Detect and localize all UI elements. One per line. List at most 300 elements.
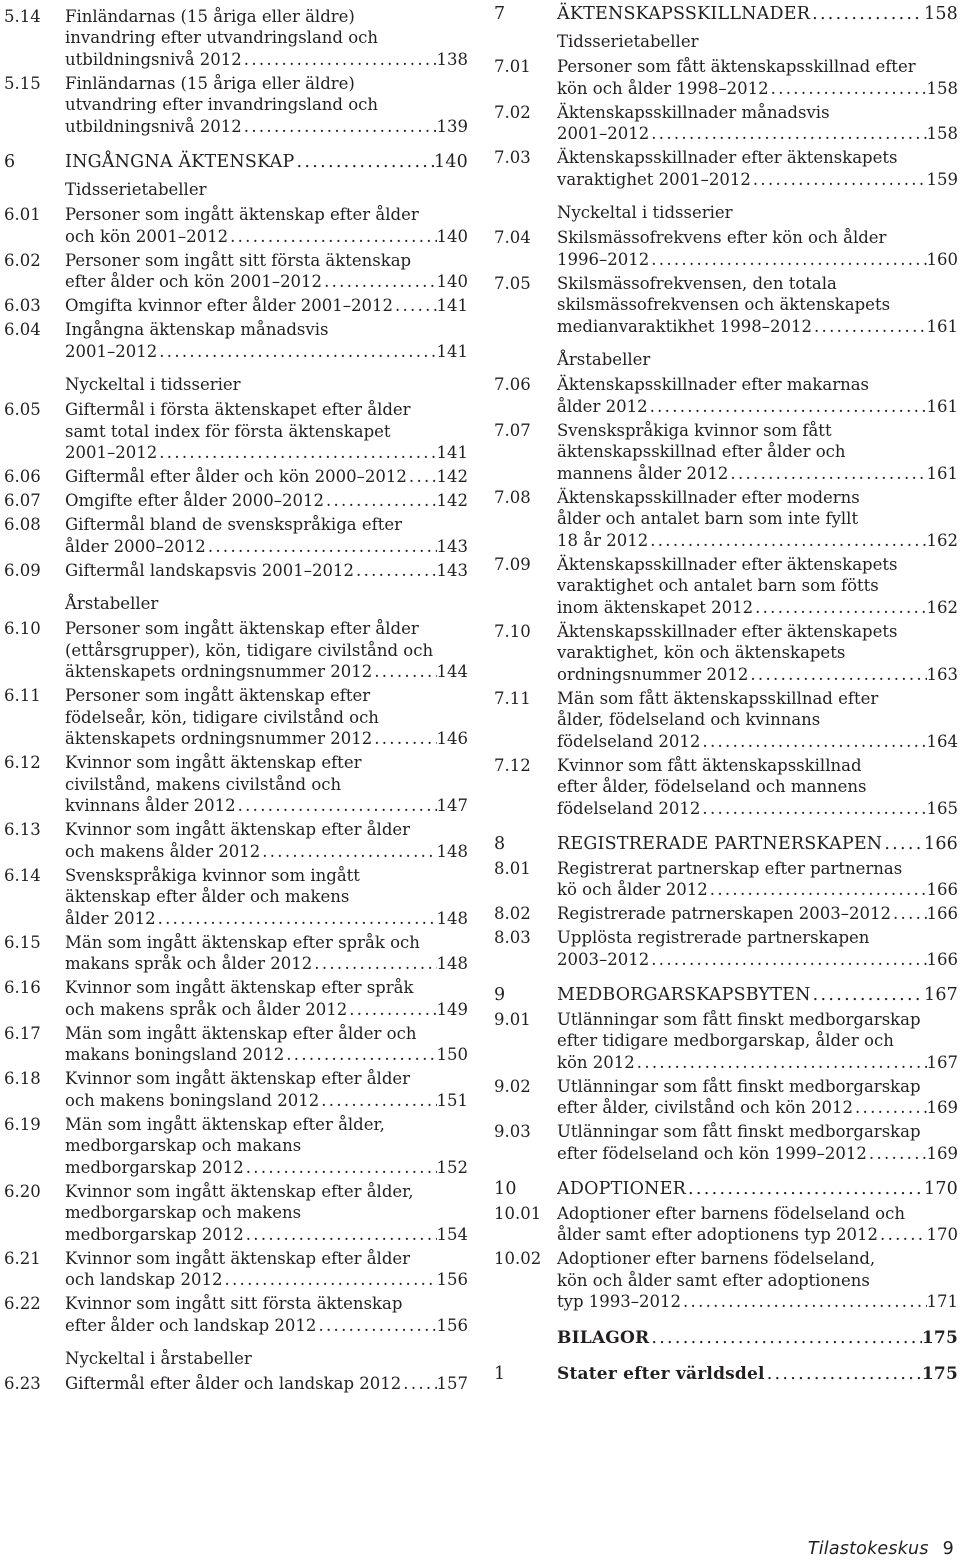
page-number: 166 (926, 949, 958, 969)
page-number: 166 (926, 904, 958, 923)
entry-title-line: kön 2012 (557, 1052, 635, 1072)
entry-title-line: Äktenskapsskillnader efter äktenskapets (557, 621, 898, 641)
entry-title-line: medborgarskap och makans (65, 1136, 302, 1155)
page-number: 146 (436, 729, 468, 748)
toc-entry[interactable] (494, 1009, 958, 1074)
entry-body (557, 56, 958, 99)
entry-title-line: REGISTRERADE PARTNERSKAPEN (557, 834, 883, 854)
entry-title-last-line (557, 798, 958, 820)
entry-title-line: Äktenskapsskillnader efter äktenskapets (557, 554, 898, 574)
page-number: 164 (926, 731, 958, 751)
entry-number: 10.01 (494, 1203, 542, 1223)
entry-title-last-line (557, 316, 958, 338)
entry-body (65, 151, 468, 173)
entry-title-line: Personer som ingått äktenskap efter ålder (65, 205, 419, 224)
page-number: 148 (436, 908, 468, 928)
toc-entry[interactable] (4, 865, 468, 930)
section-subheading: Nyckeltal i tidsserier (65, 375, 241, 394)
entry-title-line: ordningsnummer 2012 (557, 664, 749, 684)
page-number: 166 (926, 880, 958, 899)
entry-number: 9.01 (494, 1009, 531, 1029)
entry-title-line: ålder 2012 (65, 908, 156, 928)
entry-body (557, 1203, 958, 1246)
entry-title-last-line (65, 490, 468, 512)
entry-body (65, 73, 468, 138)
toc-entry[interactable] (494, 621, 958, 686)
entry-title-last-line (557, 1291, 958, 1313)
page-number: 151 (436, 1090, 468, 1110)
entry-title-line: efter födelseland och kön 1999–2012 (557, 1143, 867, 1163)
entry-body (557, 1076, 958, 1119)
page-number: 154 (436, 1224, 468, 1244)
entry-title-line: kvinnans ålder 2012 (65, 796, 236, 815)
dot-leader (811, 984, 924, 1006)
page-number: 139 (436, 116, 468, 136)
dot-leader (649, 949, 926, 971)
entry-title-line: och makens språk och ålder 2012 (65, 999, 348, 1019)
toc-entry[interactable] (4, 618, 468, 683)
entry-title-line: Finländarnas (15 åriga eller äldre) (65, 6, 355, 26)
entry-title-line: ADOPTIONER (557, 1179, 686, 1199)
toc-entry[interactable] (4, 932, 468, 975)
dot-leader (322, 271, 436, 293)
entry-number: 7.01 (494, 57, 531, 76)
entry-title-line: ålder och antalet barn som inte fyllt (557, 509, 859, 528)
entry-title-last-line (557, 123, 958, 145)
entry-title-line: invandring efter utvandringsland och (65, 28, 379, 47)
page-number: 141 (436, 341, 468, 361)
toc-entry[interactable] (4, 250, 468, 293)
toc-chapter[interactable] (494, 833, 958, 855)
dot-leader (319, 1090, 436, 1112)
entry-number: 6.23 (4, 1374, 41, 1393)
entry-number: 6.05 (4, 400, 41, 419)
entry-number: 8.01 (494, 858, 531, 878)
toc-entry[interactable] (494, 56, 958, 99)
dot-leader (312, 953, 436, 975)
page-number: 142 (436, 467, 468, 486)
dot-leader (354, 560, 436, 582)
entry-title-line: Utlänningar som fått finskt medborgarskap (557, 1076, 921, 1096)
entry-title-last-line (557, 984, 958, 1006)
chapter-number: 7 (494, 4, 506, 24)
chapter-number: 8 (494, 834, 506, 854)
dot-leader (649, 123, 926, 145)
toc-entry[interactable] (4, 399, 468, 464)
entry-number: 9.02 (494, 1076, 531, 1096)
entry-title-line: Skilsmässofrekvensen, den totala (557, 273, 837, 293)
entry-body (65, 514, 468, 557)
entry-title-last-line (65, 271, 468, 293)
entry-title-line: makans boningsland 2012 (65, 1045, 285, 1064)
entry-number: 5.15 (4, 73, 41, 93)
entry-number: 7.02 (494, 102, 531, 122)
entry-title-last-line (65, 1044, 468, 1066)
section-subheading: Årstabeller (557, 350, 651, 369)
entry-title-last-line (65, 226, 468, 248)
toc-entry[interactable] (494, 147, 958, 190)
dot-leader (244, 1224, 437, 1246)
toc-entry[interactable] (4, 73, 468, 138)
dot-leader (635, 1052, 927, 1074)
entry-body (65, 6, 468, 71)
toc-entry[interactable] (4, 1181, 468, 1246)
toc-entry[interactable] (494, 374, 958, 417)
entry-body (65, 752, 468, 817)
toc-entry[interactable] (494, 487, 958, 552)
toc-entry[interactable] (4, 819, 468, 862)
entry-title-line: Stater efter världsdel (557, 1363, 765, 1384)
page-number: 175 (921, 1327, 958, 1348)
page-number: 158 (923, 4, 958, 24)
entry-title-last-line (557, 530, 958, 552)
toc-entry[interactable] (494, 102, 958, 145)
toc-entry[interactable] (4, 514, 468, 557)
entry-title-last-line (65, 1090, 468, 1112)
entry-body (557, 420, 958, 485)
dot-leader (316, 1315, 436, 1337)
entry-title-last-line (65, 728, 468, 750)
entry-title-line: varaktighet och antalet barn som fötts (557, 576, 879, 595)
entry-number: 6.18 (4, 1069, 41, 1088)
entry-title-last-line (65, 1269, 468, 1291)
toc-entry[interactable] (4, 1023, 468, 1066)
entry-number: 6.12 (4, 753, 41, 772)
entry-number: 6.22 (4, 1294, 41, 1313)
page-number: 140 (433, 152, 468, 172)
dot-leader (401, 1373, 436, 1395)
dot-leader (700, 798, 926, 820)
page-number: 166 (923, 834, 958, 854)
entry-body (65, 1068, 468, 1111)
dot-leader (222, 1269, 436, 1291)
page-number: 156 (436, 1315, 468, 1335)
toc-entry[interactable] (4, 1114, 468, 1179)
page-number: 152 (436, 1157, 468, 1177)
entry-title-line: efter tidigare medborgarskap, ålder och (557, 1031, 894, 1050)
dot-leader (649, 249, 926, 271)
entry-title-line: Svenskspråkiga kvinnor som fått (557, 420, 832, 440)
entry-title-last-line (65, 116, 468, 138)
page-number: 147 (436, 796, 468, 815)
entry-body (557, 1009, 958, 1074)
toc-entry[interactable] (4, 752, 468, 817)
chapter-number: 6 (4, 152, 16, 172)
entry-number: 7.11 (494, 688, 531, 708)
entry-title-last-line (557, 731, 958, 753)
entry-title-line: Personer som fått äktenskapsskillnad efter (557, 57, 916, 76)
entry-title-last-line (65, 1224, 468, 1246)
toc-entry[interactable] (4, 1068, 468, 1111)
dot-leader (769, 78, 927, 100)
dot-leader (157, 341, 436, 363)
entry-title-line: Registrerat partnerskap efter partnernas (557, 858, 903, 878)
entry-title-line: utbildningsnivå 2012 (65, 116, 242, 136)
entry-title-line: (ettårsgrupper), kön, tidigare civilstånd och (65, 640, 434, 660)
dot-leader (244, 1157, 437, 1179)
page-number: 162 (926, 597, 958, 617)
entry-number: 7.07 (494, 420, 531, 440)
entry-title-line: 1996–2012 (557, 249, 650, 269)
entry-title-line: ålder samt efter adoptionens typ 2012 (557, 1225, 879, 1244)
entry-title-line: äktenskap efter ålder och makens (65, 887, 350, 906)
entry-title-line: äktenskapets ordningsnummer 2012 (65, 729, 373, 748)
dot-leader (891, 903, 926, 925)
entry-title-line: 2001–2012 (557, 124, 650, 143)
entry-title-line: Skilsmässofrekvens efter kön och ålder (557, 228, 887, 247)
page-number: 163 (926, 664, 958, 684)
toc-entry[interactable] (4, 466, 468, 488)
dot-leader (753, 597, 926, 619)
toc-entry[interactable] (494, 554, 958, 619)
entry-title-line: Kvinnor som ingått sitt första äktenskap (65, 1294, 403, 1313)
page-number: 167 (923, 985, 958, 1005)
entry-body (65, 1373, 468, 1395)
entry-title-line: Giftermål efter ålder och landskap 2012 (65, 1374, 402, 1393)
entry-title-line: efter ålder, födelseland och mannens (557, 777, 867, 796)
entry-number: 8.03 (494, 928, 531, 947)
toc-entry[interactable] (4, 204, 468, 247)
toc-entry[interactable] (494, 1203, 958, 1246)
entry-body (65, 1023, 468, 1066)
entry-body (65, 1248, 468, 1291)
section-subheading: Nyckeltal i årstabeller (65, 1349, 252, 1368)
entry-title-line: medborgarskap och makens (65, 1203, 302, 1222)
toc-entry[interactable] (4, 685, 468, 750)
entry-title-line: Personer som ingått äktenskap efter (65, 686, 371, 705)
page-footer (808, 1539, 954, 1559)
page-number: 141 (436, 443, 468, 462)
toc-chapter[interactable] (494, 1327, 958, 1349)
page-number: 161 (926, 463, 958, 483)
entry-title-line: Personer som ingått äktenskap efter ålder (65, 619, 419, 638)
toc-entry[interactable] (494, 273, 958, 338)
page-number: 171 (926, 1292, 958, 1311)
page-number: 143 (436, 536, 468, 556)
entry-title-line: Kvinnor som ingått äktenskap efter ålder (65, 820, 411, 839)
toc-entry[interactable] (494, 1121, 958, 1164)
entry-title-last-line (65, 1373, 468, 1395)
entry-body (65, 295, 468, 317)
entry-number: 7.05 (494, 273, 531, 293)
page-number: 148 (436, 954, 468, 973)
toc-chapter[interactable] (494, 1363, 958, 1385)
entry-title-last-line (557, 949, 958, 971)
entry-title-line: INGÅNGNA ÄKTENSKAP (65, 152, 295, 172)
dot-leader (812, 316, 926, 338)
page-number: 148 (436, 841, 468, 861)
entry-title-line: kön och ålder 1998–2012 (557, 78, 769, 98)
entry-body (557, 554, 958, 619)
entry-body (557, 688, 958, 753)
toc-entry[interactable] (4, 560, 468, 582)
entry-number: 7.12 (494, 755, 531, 775)
section-subheading: Årstabeller (65, 594, 159, 613)
page-number: 143 (436, 560, 468, 580)
toc-entry[interactable] (4, 977, 468, 1020)
page-number: 169 (926, 1098, 958, 1117)
toc-chapter[interactable] (494, 1178, 958, 1200)
entry-title-line: kön och ålder samt efter adoptionens (557, 1270, 870, 1290)
entry-title-last-line (557, 1143, 958, 1165)
dot-leader (648, 530, 926, 552)
dot-leader (372, 661, 436, 683)
entry-title-line: Giftermål bland de svenskspråkiga efter (65, 515, 403, 534)
entry-title-line: födelseår, kön, tidigare civilstånd och (65, 707, 379, 727)
entry-title-line: 2001–2012 (65, 341, 158, 361)
dot-leader (882, 833, 924, 855)
entry-title-line: äktenskapsskillnad efter ålder och (557, 442, 846, 461)
dot-leader (347, 999, 436, 1021)
entry-body (557, 1327, 958, 1349)
toc-entry[interactable] (4, 295, 468, 317)
entry-body (557, 374, 958, 417)
entry-title-last-line (557, 903, 958, 925)
toc-entry[interactable] (494, 1076, 958, 1119)
entry-title-line: och makens boningsland 2012 (65, 1090, 320, 1110)
entry-body (557, 487, 958, 552)
entry-title-line: födelseland 2012 (557, 731, 701, 751)
entry-title-line: Kvinnor som ingått äktenskap efter ålder (65, 1248, 411, 1268)
page-number: 161 (926, 316, 958, 336)
entry-body (557, 927, 958, 970)
entry-body (65, 1293, 468, 1336)
toc-entry[interactable] (4, 1248, 468, 1291)
dot-leader (324, 490, 437, 512)
entry-title-line: Kvinnor som ingått äktenskap efter ålder (65, 1069, 411, 1088)
entry-title-line: Kvinnor som ingått äktenskap efter ålder, (65, 1181, 414, 1201)
dot-leader (284, 1044, 436, 1066)
entry-title-last-line (557, 1327, 958, 1349)
entry-title-last-line (65, 442, 468, 464)
entry-title-line: och landskap 2012 (65, 1270, 223, 1289)
toc-entry[interactable] (4, 490, 468, 512)
entry-body (557, 3, 958, 25)
entry-title-line: BILAGOR (557, 1327, 650, 1348)
entry-title-last-line (557, 879, 958, 901)
entry-title-line: varaktighet 2001–2012 (557, 169, 751, 189)
entry-title-line: Män som ingått äktenskap efter språk och (65, 932, 420, 952)
page-number: 140 (436, 272, 468, 291)
entry-number: 7.03 (494, 148, 531, 167)
entry-title-line: Giftermål efter ålder och kön 2000–2012 (65, 467, 407, 486)
toc-chapter[interactable] (494, 984, 958, 1006)
page-number: 149 (436, 999, 468, 1019)
toc-entry[interactable] (494, 927, 958, 970)
entry-body (557, 147, 958, 190)
dot-leader (206, 536, 437, 558)
dot-leader (242, 49, 437, 71)
page-number: 165 (926, 798, 958, 818)
toc-chapter[interactable] (494, 3, 958, 25)
entry-title-line: civilstånd, makens civilstånd och (65, 774, 342, 794)
entry-body (557, 984, 958, 1006)
entry-title-line: Adoptioner efter barnens födelseland och (557, 1203, 905, 1223)
page-number: 170 (923, 1179, 958, 1199)
toc-entry[interactable] (494, 227, 958, 270)
entry-title-last-line (557, 833, 958, 855)
page-number: 169 (926, 1143, 958, 1163)
toc-entry[interactable] (494, 858, 958, 901)
entry-number: 6.11 (4, 686, 41, 705)
entry-title-last-line (557, 396, 958, 418)
entry-body (65, 204, 468, 247)
toc-entry[interactable] (4, 1293, 468, 1336)
dot-leader (867, 1143, 927, 1165)
dot-leader (686, 1178, 924, 1200)
page-number: 157 (436, 1374, 468, 1393)
entry-title-line: Kvinnor som ingått äktenskap efter språk (65, 978, 414, 997)
toc-entry[interactable] (4, 6, 468, 71)
page-number: 162 (926, 530, 958, 550)
section-subheading: Tidsserietabeller (65, 180, 207, 199)
entry-number: 5.14 (4, 6, 41, 26)
entry-title-line: makans språk och ålder 2012 (65, 954, 313, 973)
toc-entry[interactable] (494, 688, 958, 753)
page-number: 159 (926, 169, 958, 189)
page-number: 150 (436, 1045, 468, 1064)
entry-title-line: inom äktenskapet 2012 (557, 597, 754, 617)
entry-title-last-line (65, 795, 468, 817)
dot-leader (810, 3, 924, 25)
entry-title-line: ålder 2000–2012 (65, 536, 206, 556)
toc-entry[interactable] (494, 420, 958, 485)
dot-leader (878, 1224, 926, 1246)
entry-body (65, 250, 468, 293)
entry-number: 6.07 (4, 491, 41, 510)
entry-title-line: Kvinnor som fått äktenskapsskillnad (557, 755, 862, 775)
entry-title-last-line (65, 560, 468, 582)
entry-body (65, 399, 468, 464)
entry-title-line: efter ålder, civilstånd och kön 2012 (557, 1098, 854, 1117)
entry-body (557, 903, 958, 925)
toc-entry[interactable] (494, 903, 958, 925)
entry-title-last-line (65, 295, 468, 317)
entry-body (65, 466, 468, 488)
entry-title-line: Svenskspråkiga kvinnor som ingått (65, 865, 360, 885)
page-number: 156 (436, 1270, 468, 1289)
toc-entry[interactable] (494, 755, 958, 820)
entry-title-last-line (557, 1178, 958, 1200)
entry-body (65, 1114, 468, 1179)
entry-title-last-line (65, 466, 468, 488)
toc-entry[interactable] (4, 1373, 468, 1395)
entry-number: 9.03 (494, 1122, 531, 1141)
toc-chapter[interactable] (4, 151, 468, 173)
entry-title-line: Män som ingått äktenskap efter ålder, (65, 1114, 385, 1134)
chapter-number: 10 (494, 1179, 517, 1199)
entry-title-line: Giftermål landskapsvis 2001–2012 (65, 560, 355, 580)
entry-title-line: 18 år 2012 (557, 530, 649, 550)
entry-title-line: 2001–2012 (65, 443, 158, 462)
entry-title-line: utvandring efter invandringsland och (65, 95, 379, 114)
page-number: 140 (436, 226, 468, 246)
entry-body (65, 932, 468, 975)
entry-body (65, 490, 468, 512)
entry-title-last-line (557, 597, 958, 619)
dot-leader (853, 1097, 926, 1119)
entry-title-last-line (65, 341, 468, 363)
dot-leader (236, 795, 437, 817)
toc-entry[interactable] (494, 1248, 958, 1313)
entry-title-last-line (557, 1097, 958, 1119)
dot-leader (648, 396, 927, 418)
toc-entry[interactable] (4, 319, 468, 362)
entry-body (557, 273, 958, 338)
entry-body (65, 819, 468, 862)
entry-title-last-line (557, 1052, 958, 1074)
entry-title-last-line (557, 3, 958, 25)
